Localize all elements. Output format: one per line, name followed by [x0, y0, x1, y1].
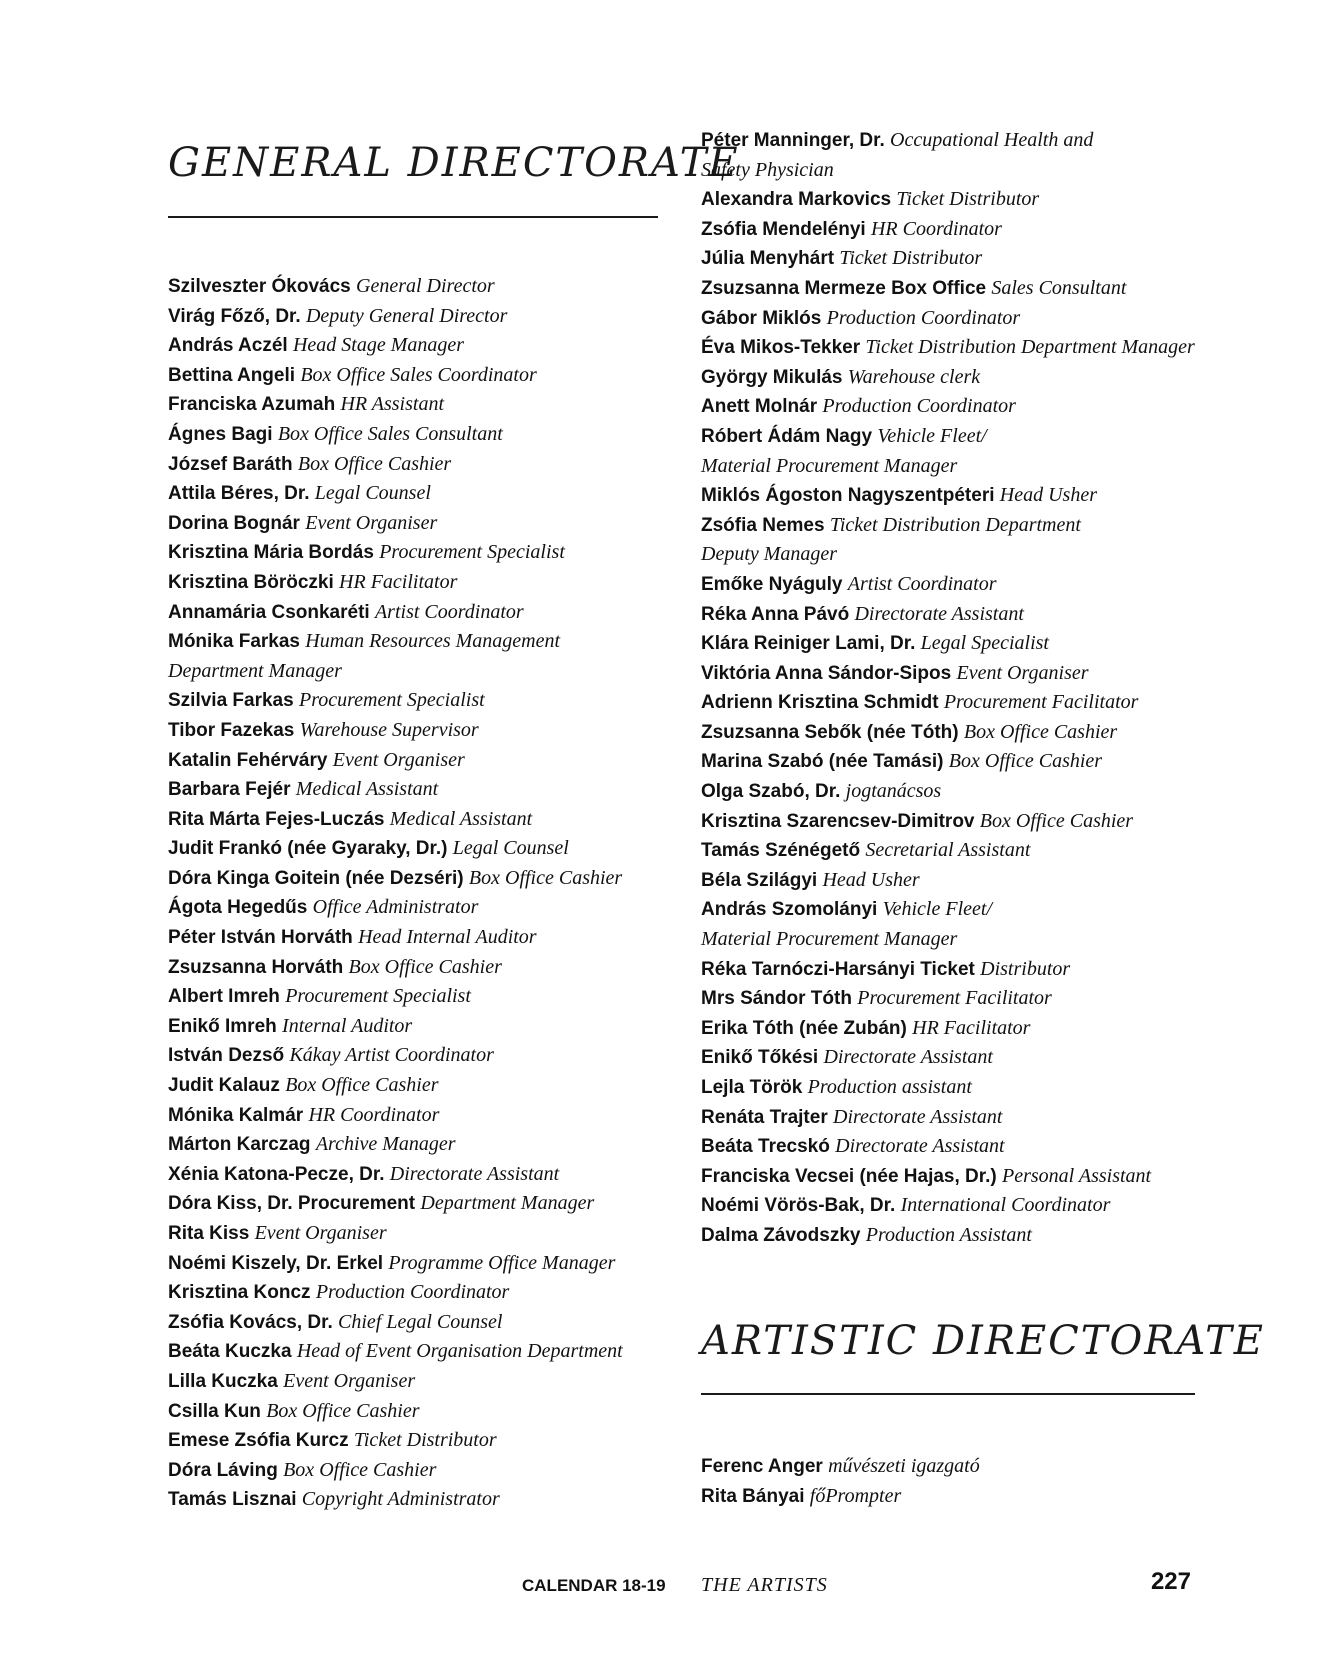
staff-name: György Mikulás [701, 366, 843, 388]
staff-role: Head of Event Organisation Department [296, 1340, 623, 1363]
staff-role: Deputy General Director [305, 304, 508, 327]
staff-role: Procurement Specialist [285, 985, 471, 1008]
staff-entry [168, 390, 623, 420]
staff-entry [701, 511, 1195, 541]
staff-role: Kákay Artist Coordinator [289, 1044, 494, 1067]
staff-role: Procurement Facilitator [943, 691, 1139, 714]
artistic-directorate-list [701, 1452, 980, 1511]
staff-role: Event Organiser [254, 1222, 387, 1244]
staff-entry [701, 1221, 1195, 1251]
staff-name: Tamás Lisznai [168, 1489, 297, 1511]
staff-entry [168, 1485, 623, 1515]
staff-name: Szilvia Farkas [168, 690, 294, 712]
staff-name: Szilveszter Ókovács [168, 276, 351, 297]
staff-role: Internal Auditor [282, 1014, 413, 1037]
staff-role: Artist Coordinator [847, 572, 997, 595]
staff-name: Klára Reiniger Lami, Dr. [701, 633, 916, 655]
staff-role: Box Office Cashier [283, 1458, 437, 1481]
footer-section-title: THE ARTISTS [701, 1574, 828, 1596]
staff-entry [701, 688, 1195, 718]
staff-role: Secretarial Assistant [865, 839, 1031, 862]
page-number: 227 [1150, 1568, 1191, 1595]
staff-name: Krisztina Böröczki [168, 571, 334, 593]
staff-name: Enikő Imreh [168, 1015, 277, 1037]
staff-name: Lilla Kuczka [168, 1370, 278, 1392]
staff-role: Safety Physician [701, 158, 834, 181]
staff-role: Box Office Cashier [285, 1074, 439, 1097]
staff-entry [168, 598, 623, 628]
staff-entry [701, 304, 1195, 334]
staff-name: Béla Szilágyi [701, 869, 818, 891]
staff-name: Tamás Szénégető [701, 840, 861, 862]
staff-name: Erika Tóth (née Zubán) [701, 1017, 907, 1039]
staff-name: Csilla Kun [168, 1400, 261, 1422]
staff-entry [168, 1041, 623, 1071]
staff-name: Dóra Kinga Goitein (née Dezséri) [168, 867, 464, 889]
staff-role: Directorate Assistant [835, 1135, 1005, 1158]
staff-role: HR Facilitator [912, 1016, 1031, 1039]
staff-role: Production assistant [807, 1076, 972, 1098]
staff-name: Ágota Hegedűs [168, 897, 308, 919]
staff-role: HR Facilitator [339, 570, 458, 593]
staff-role: Copyright Administrator [301, 1488, 500, 1511]
staff-entry [168, 805, 623, 835]
staff-role: Ticket Distributor [896, 188, 1040, 211]
staff-name: Olga Szabó, Dr. [701, 781, 841, 803]
staff-role: Production Coordinator [315, 1281, 510, 1304]
staff-entry [168, 509, 623, 539]
staff-name: Judit Kalauz [168, 1075, 280, 1097]
staff-entry [168, 420, 623, 450]
staff-entry [701, 185, 1195, 215]
staff-entry [701, 629, 1195, 659]
staff-role: Event Organiser [332, 748, 465, 771]
staff-name: Mónika Farkas [168, 631, 300, 653]
staff-role: Medical Assistant [295, 778, 439, 801]
staff-name: Dóra Kiss, Dr. Procurement [168, 1193, 416, 1215]
staff-entry [701, 777, 1195, 807]
staff-name: Noémi Vörös-Bak, Dr. [701, 1195, 896, 1217]
staff-role: Procurement Specialist [379, 541, 565, 564]
staff-entry [168, 1397, 623, 1427]
staff-name: Viktória Anna Sándor-Sipos [701, 662, 952, 684]
staff-entry [701, 452, 1195, 482]
staff-entry [701, 925, 1195, 955]
staff-entry [701, 126, 1195, 156]
staff-entry [701, 747, 1195, 777]
staff-role: Directorate Assistant [833, 1105, 1003, 1128]
staff-role: Department Manager [168, 659, 342, 682]
staff-name: Adrienn Krisztina Schmidt [701, 692, 939, 714]
staff-entry [168, 953, 623, 983]
staff-entry [168, 716, 623, 746]
staff-name: József Baráth [168, 453, 293, 475]
staff-entry [168, 1189, 623, 1219]
staff-role: Production Assistant [865, 1223, 1032, 1246]
staff-role: Warehouse Supervisor [299, 718, 479, 741]
staff-entry [701, 422, 1195, 452]
staff-entry [168, 1367, 623, 1397]
staff-name: Noémi Kiszely, Dr. Erkel [168, 1252, 384, 1274]
staff-name: Gábor Miklós [701, 307, 822, 329]
staff-entry [168, 746, 623, 776]
staff-role: Vehicle Fleet/ [882, 898, 992, 921]
general-directorate-list-left [168, 272, 623, 1515]
staff-role: Ticket Distribution Department [829, 513, 1081, 536]
staff-name: Renáta Trajter [701, 1106, 828, 1128]
staff-name: Zsófia Kovács, Dr. [168, 1311, 333, 1333]
staff-entry [168, 1219, 623, 1249]
staff-name: Albert Imreh [168, 986, 280, 1008]
staff-entry [701, 895, 1195, 925]
staff-role: Box Office Sales Consultant [277, 422, 503, 445]
staff-entry [168, 893, 623, 923]
staff-role: Programme Office Manager [388, 1251, 616, 1274]
staff-role: Medical Assistant [389, 807, 533, 830]
staff-role: Legal Specialist [920, 632, 1049, 655]
staff-role: Event Organiser [283, 1369, 416, 1392]
staff-entry [701, 392, 1195, 422]
staff-entry [168, 982, 623, 1012]
staff-role: Box Office Cashier [963, 720, 1118, 743]
staff-entry [168, 272, 623, 302]
footer-calendar: CALENDAR 18-19 [522, 1576, 666, 1595]
staff-entry [701, 244, 1195, 274]
staff-entry [701, 807, 1195, 837]
staff-entry [168, 686, 623, 716]
staff-role: Directorate Assistant [389, 1162, 560, 1185]
staff-name: Judit Frankó (née Gyaraky, Dr.) [168, 838, 448, 860]
staff-entry [168, 331, 623, 361]
staff-role: Material Procurement Manager [701, 928, 958, 951]
staff-name: Marina Szabó (née Tamási) [701, 751, 944, 773]
staff-name: Zsófia Nemes [701, 514, 825, 536]
staff-role: International Coordinator [900, 1194, 1111, 1217]
staff-role: Box Office Cashier [948, 750, 1103, 773]
staff-entry [701, 1014, 1195, 1044]
staff-name: Beáta Kuczka [168, 1341, 292, 1363]
staff-entry [701, 540, 1195, 570]
staff-name: Franciska Azumah [168, 394, 336, 416]
staff-name: Péter Manninger, Dr. [701, 130, 885, 151]
staff-role: Head Usher [822, 868, 920, 891]
staff-name: Mónika Kalmár [168, 1104, 304, 1126]
staff-name: Beáta Trecskó [701, 1136, 830, 1158]
staff-entry [168, 1130, 623, 1160]
staff-name: Barbara Fejér [168, 779, 291, 801]
staff-name: Péter István Horváth [168, 927, 353, 949]
staff-name: Katalin Fehérváry [168, 749, 328, 771]
staff-role: Vehicle Fleet/ [877, 424, 987, 447]
staff-entry [168, 1278, 623, 1308]
staff-name: Alexandra Markovics [701, 189, 892, 211]
staff-entry [701, 984, 1195, 1014]
staff-role: Production Coordinator [826, 306, 1021, 329]
staff-name: Réka Tarnóczi-Harsányi Ticket [701, 958, 975, 980]
staff-role: Head Usher [999, 484, 1097, 507]
staff-entry [701, 1191, 1195, 1221]
staff-name: Attila Béres, Dr. [168, 483, 310, 505]
staff-entry [701, 955, 1195, 985]
staff-name: Zsófia Mendelényi [701, 218, 866, 240]
staff-name: Júlia Menyhárt [701, 248, 835, 270]
staff-entry [168, 627, 623, 657]
staff-entry [701, 215, 1195, 245]
staff-entry [168, 538, 623, 568]
staff-entry [168, 1249, 623, 1279]
staff-name: Rita Márta Fejes-Luczás [168, 808, 385, 830]
staff-role: Procurement Specialist [298, 689, 485, 712]
staff-name: Rita Kiss [168, 1223, 250, 1244]
staff-entry [168, 1456, 623, 1486]
staff-entry [168, 1012, 623, 1042]
staff-entry [701, 570, 1195, 600]
general-directorate-list-right [701, 126, 1195, 1251]
staff-role: Occupational Health and [890, 129, 1094, 151]
staff-role: Sales Consultant [991, 276, 1127, 299]
staff-name: Réka Anna Pávó [701, 603, 850, 625]
staff-role: Department Manager [420, 1192, 595, 1215]
staff-name: András Aczél [168, 335, 288, 357]
staff-name: Annamária Csonkaréti [168, 601, 370, 623]
staff-name: Krisztina Szarencsev-Dimitrov [701, 810, 975, 832]
staff-role: Box Office Cashier [348, 955, 502, 978]
staff-entry [168, 302, 623, 332]
staff-role: főPrompter [809, 1484, 902, 1507]
staff-name: Krisztina Koncz [168, 1282, 311, 1304]
staff-role: Ticket Distribution Department Manager [865, 336, 1195, 359]
staff-name: Xénia Katona-Pecze, Dr. [168, 1163, 385, 1185]
staff-entry [701, 1162, 1195, 1192]
heading-rule [701, 1393, 1195, 1395]
staff-entry [701, 156, 1195, 186]
staff-entry [168, 1071, 623, 1101]
staff-name: Tibor Fazekas [168, 719, 295, 741]
staff-role: Office Administrator [312, 896, 479, 919]
staff-name: Franciska Vecsei (née Hajas, Dr.) [701, 1165, 997, 1187]
staff-role: General Director [356, 275, 495, 297]
staff-entry [701, 1452, 980, 1482]
staff-entry [168, 864, 623, 894]
staff-entry [168, 479, 623, 509]
staff-entry [701, 600, 1195, 630]
staff-entry [701, 1073, 1195, 1103]
staff-name: Anett Molnár [701, 396, 818, 418]
staff-name: István Dezső [168, 1045, 285, 1067]
staff-entry [701, 1103, 1195, 1133]
staff-role: Procurement Facilitator [857, 987, 1052, 1010]
staff-role: Box Office Sales Coordinator [300, 363, 537, 386]
staff-role: Personal Assistant [1002, 1164, 1152, 1187]
staff-entry [168, 450, 623, 480]
staff-role: Distributor [980, 957, 1071, 980]
staff-role: Box Office Cashier [266, 1399, 420, 1422]
staff-entry [701, 333, 1195, 363]
staff-role: Production Coordinator [822, 395, 1016, 418]
staff-name: Bettina Angeli [168, 364, 296, 386]
staff-name: Krisztina Mária Bordás [168, 542, 374, 564]
staff-name: Zsuzsanna Sebők (née Tóth) [701, 721, 959, 743]
staff-role: Legal Counsel [314, 482, 431, 505]
staff-role: Box Office Cashier [297, 452, 452, 475]
staff-role: Legal Counsel [452, 837, 569, 860]
staff-name: Éva Mikos-Tekker [701, 337, 861, 359]
staff-name: Ágnes Bagi [168, 423, 273, 445]
staff-role: művészeti igazgató [828, 1455, 980, 1477]
staff-name: Lejla Török [701, 1077, 803, 1098]
staff-role: Chief Legal Counsel [338, 1310, 503, 1333]
staff-name: Rita Bányai [701, 1485, 805, 1507]
staff-entry [168, 834, 623, 864]
staff-name: Zsuzsanna Mermeze Box Office [701, 277, 987, 299]
staff-entry [168, 568, 623, 598]
staff-entry [168, 657, 623, 687]
general-directorate-heading: GENERAL DIRECTORATE [168, 140, 740, 186]
staff-name: Mrs Sándor Tóth [701, 988, 852, 1010]
staff-entry [701, 718, 1195, 748]
staff-entry [701, 1132, 1195, 1162]
staff-role: Event Organiser [956, 661, 1089, 684]
staff-role: Event Organiser [305, 511, 438, 534]
artistic-directorate-heading: ARTISTIC DIRECTORATE [701, 1318, 1265, 1364]
staff-role: Material Procurement Manager [701, 454, 958, 477]
staff-name: Róbert Ádám Nagy [701, 425, 873, 447]
staff-name: Virág Főző, Dr. [168, 305, 301, 327]
staff-role: Human Resources Management [305, 630, 561, 653]
staff-entry [701, 866, 1195, 896]
staff-name: Emőke Nyáguly [701, 573, 843, 595]
staff-entry [168, 1101, 623, 1131]
staff-name: Ferenc Anger [701, 1456, 823, 1477]
staff-role: Head Internal Auditor [358, 926, 537, 949]
staff-name: Emese Zsófia Kurcz [168, 1430, 349, 1452]
staff-entry [168, 1308, 623, 1338]
staff-role: HR Assistant [340, 393, 445, 416]
staff-role: Box Office Cashier [979, 809, 1134, 832]
staff-role: Directorate Assistant [854, 602, 1024, 625]
staff-name: Miklós Ágoston Nagyszentpéteri [701, 485, 995, 507]
staff-role: Head Stage Manager [292, 334, 465, 357]
staff-entry [168, 1426, 623, 1456]
heading-rule [168, 216, 658, 218]
staff-entry [701, 481, 1195, 511]
staff-role: Deputy Manager [701, 543, 838, 566]
staff-entry [701, 363, 1195, 393]
staff-role: jogtanácsos [845, 780, 942, 803]
staff-entry [701, 1482, 980, 1512]
staff-entry [701, 274, 1195, 304]
staff-role: Artist Coordinator [374, 600, 524, 623]
staff-role: Archive Manager [315, 1133, 456, 1156]
staff-name: Dalma Závodszky [701, 1224, 861, 1246]
staff-entry [701, 659, 1195, 689]
staff-name: Enikő Tőkési [701, 1047, 819, 1069]
staff-role: HR Coordinator [870, 217, 1002, 240]
staff-name: András Szomolányi [701, 899, 878, 921]
staff-name: Dóra Láving [168, 1459, 278, 1481]
staff-entry [168, 923, 623, 953]
staff-entry [701, 1043, 1195, 1073]
staff-entry [168, 1160, 623, 1190]
staff-entry [168, 775, 623, 805]
staff-entry [168, 361, 623, 391]
staff-name: Dorina Bognár [168, 512, 300, 534]
staff-role: Warehouse clerk [847, 365, 981, 388]
staff-role: Box Office Cashier [468, 866, 623, 889]
staff-role: Ticket Distributor [839, 247, 983, 270]
staff-role: HR Coordinator [308, 1103, 440, 1126]
staff-name: Márton Karczag [168, 1134, 311, 1156]
staff-entry [168, 1337, 623, 1367]
staff-role: Ticket Distributor [353, 1429, 497, 1452]
staff-entry [701, 836, 1195, 866]
staff-name: Zsuzsanna Horváth [168, 956, 344, 978]
staff-role: Directorate Assistant [823, 1046, 993, 1069]
